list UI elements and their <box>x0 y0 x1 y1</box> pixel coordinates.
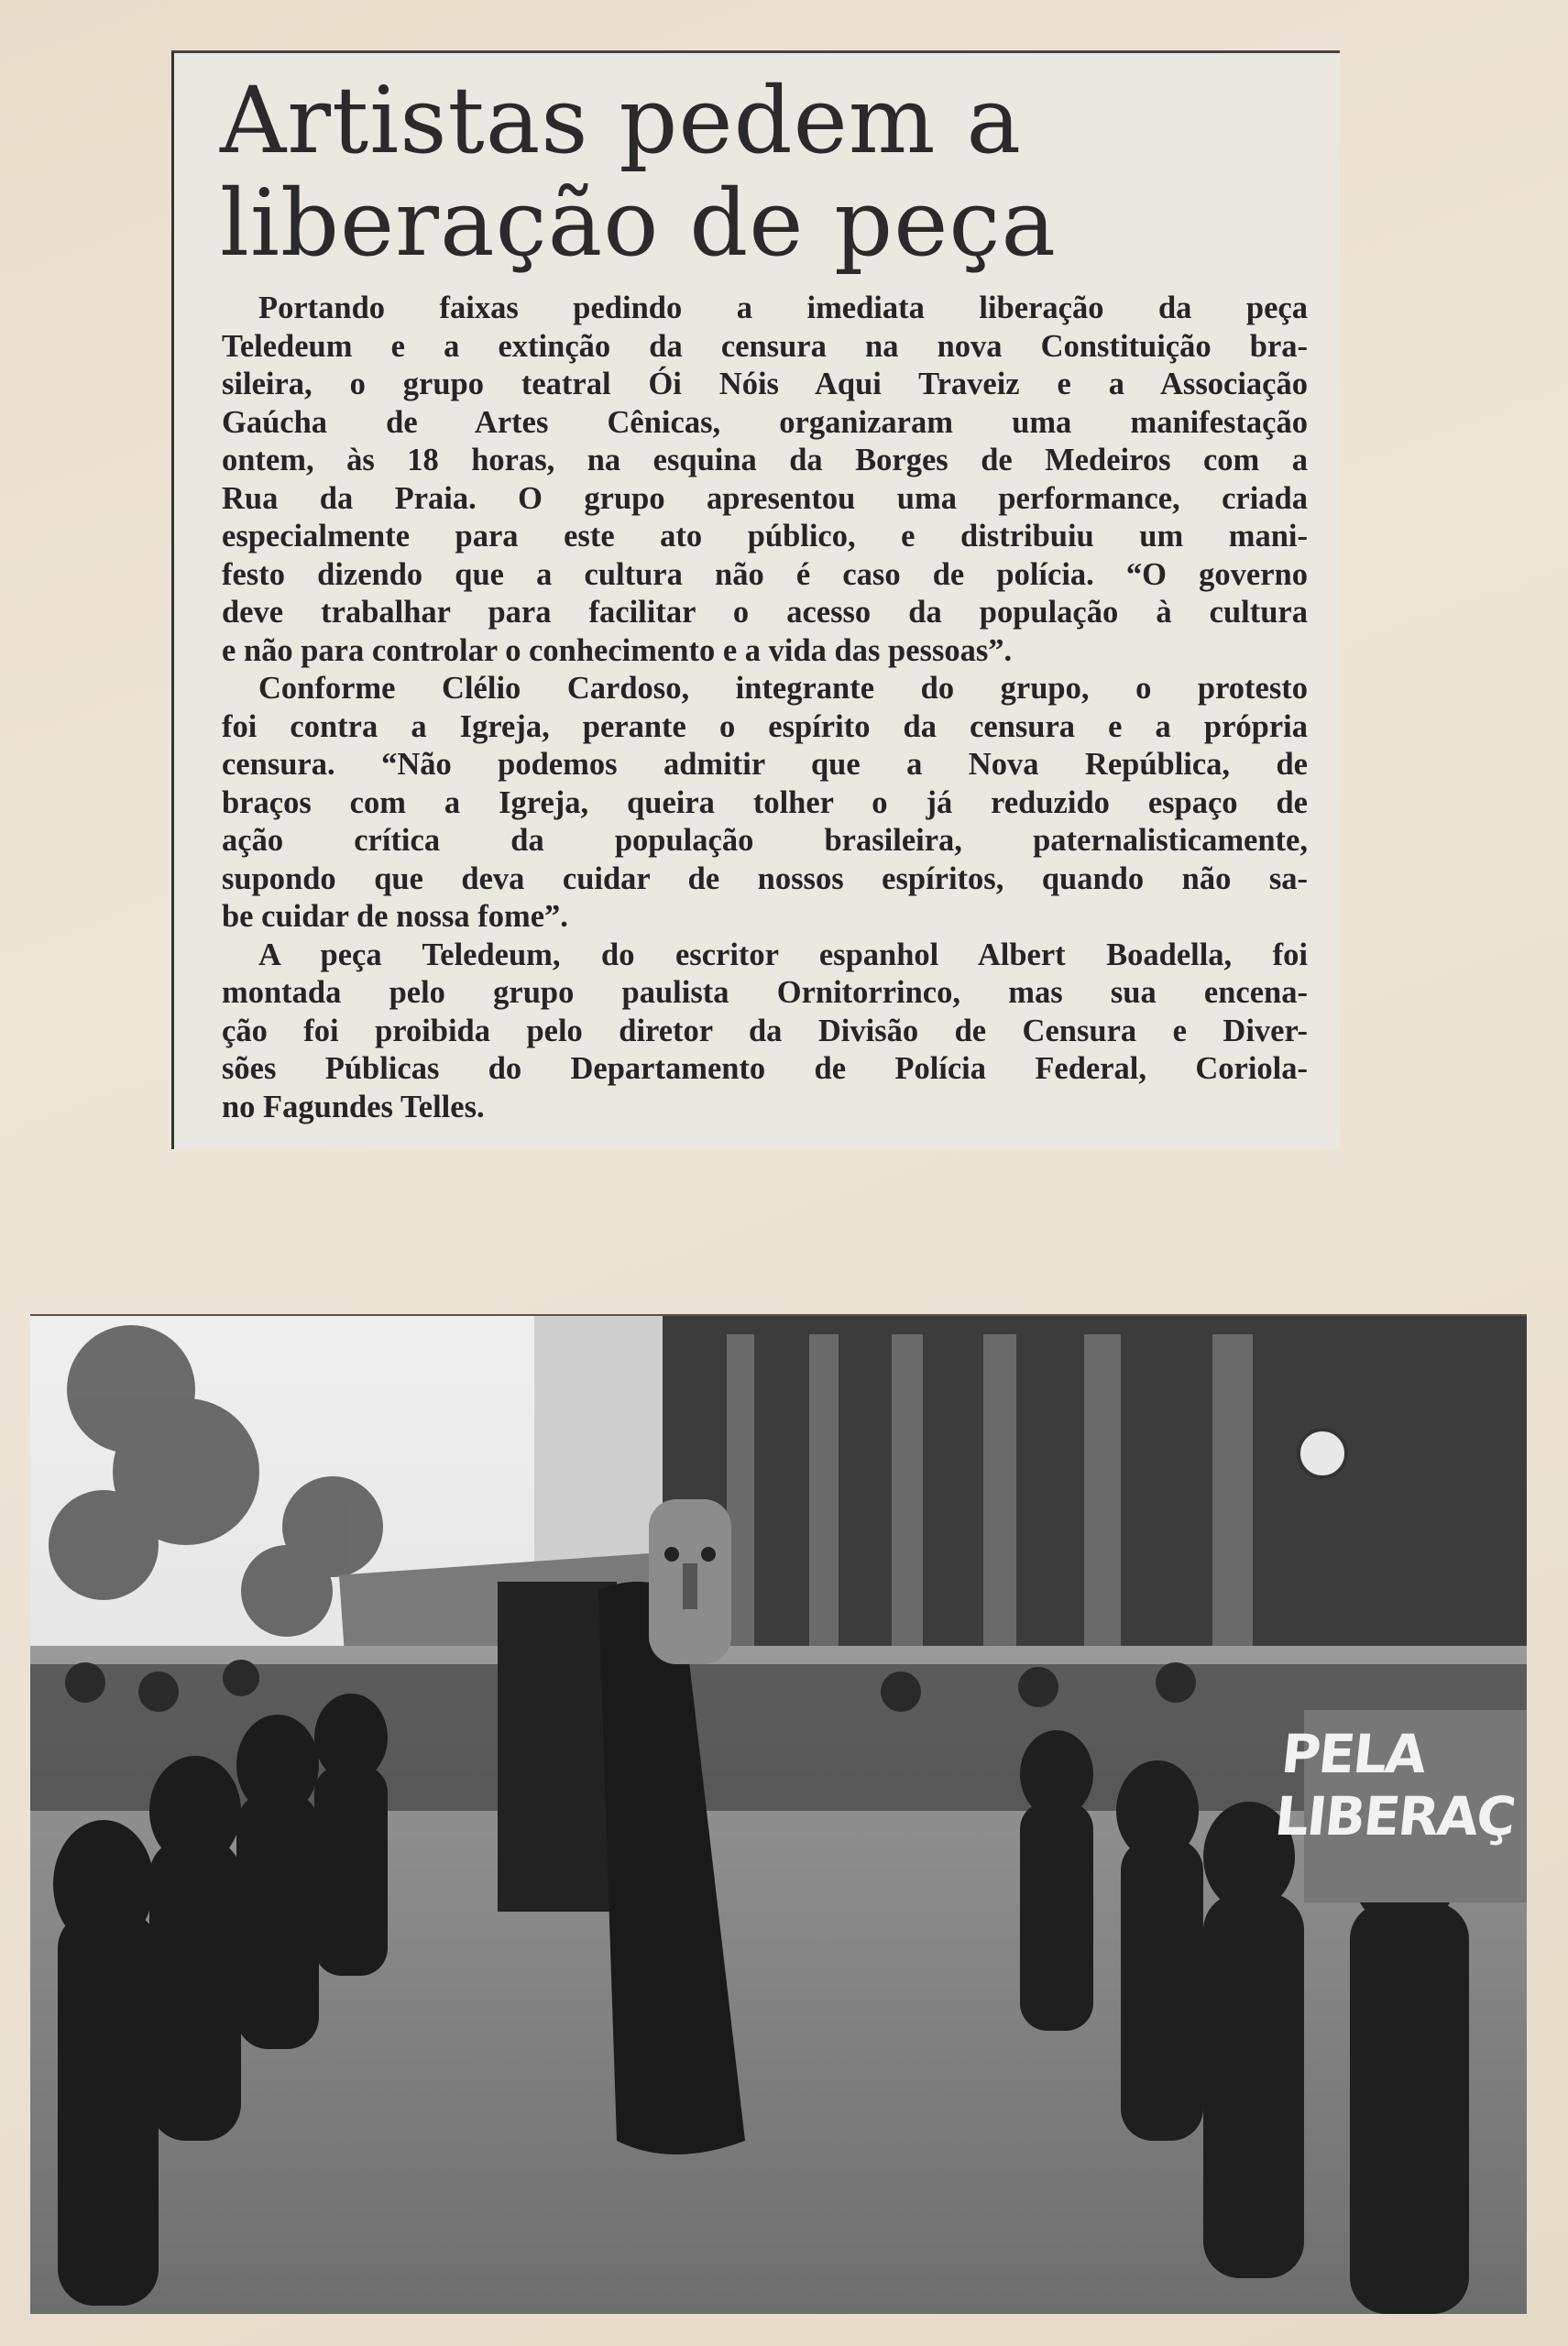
article-line: deve trabalhar para facilitar o acesso da população à cultura <box>222 595 1308 630</box>
article-line: Rua da Praia. O grupo apresentou uma performance, criada <box>222 480 1308 516</box>
article-line: censura. “Não podemos admitir que a Nova República, de <box>222 747 1308 782</box>
article-line: A peça Teledeum, do escritor espanhol Albert Boadella, foi <box>258 937 1308 972</box>
article-line: ção foi proibida pelo diretor da Divisão de Censura e Diver- <box>222 1013 1308 1048</box>
article-line: ação crítica da população brasileira, paternalisticamente, <box>222 823 1308 858</box>
article-body <box>222 290 1308 1126</box>
article-line: supondo que deva cuidar de nossos espíritos, quando não sa- <box>222 861 1308 896</box>
newspaper-clipping <box>171 50 1340 1149</box>
article-line: sileira, o grupo teatral Ói Nóis Aqui Traveiz e a Associação <box>222 367 1308 401</box>
article-line: festo dizendo que a cultura não é caso de polícia. “O governo <box>222 556 1308 592</box>
article-line: Conforme Clélio Cardoso, integrante do grupo, o protesto <box>258 671 1308 706</box>
article-line: especialmente para este ato público, e distribuiu um mani- <box>222 519 1308 554</box>
article-line: montada pelo grupo paulista Ornitorrinco, mas sua encena- <box>222 975 1308 1010</box>
article-line: Gaúcha de Artes Cênicas, organizaram uma manifestação <box>222 404 1308 440</box>
headline <box>220 67 1057 277</box>
article-line: be cuidar de nossa fome”. <box>222 899 568 934</box>
article-line: foi contra a Igreja, perante o espírito da censura e a própria <box>222 708 1308 744</box>
article-line: sões Públicas do Departamento de Polícia Federal, Coriola- <box>222 1051 1308 1086</box>
article-line: no Fagundes Telles. <box>222 1089 485 1124</box>
headline-line: liberação de peça <box>220 170 1057 277</box>
article-line: Teledeum e a extinção da censura na nova Constituição bra- <box>222 328 1308 364</box>
banner-text: PELA LIBERAÇ <box>1271 1723 1518 1847</box>
headline-line: Artistas pedem a <box>220 67 1023 174</box>
article-line: braços com a Igreja, queira tolher o já reduzido espaço de <box>222 784 1308 820</box>
clock <box>1299 1430 1346 1477</box>
article-line: ontem, às 18 horas, na esquina da Borges de Medeiros com a <box>222 443 1308 477</box>
article-line: e não para controlar o conhecimento e a vida das pessoas”. <box>222 632 1013 668</box>
article-line: Portando faixas pedindo a imediata liberação da peça <box>258 291 1308 325</box>
